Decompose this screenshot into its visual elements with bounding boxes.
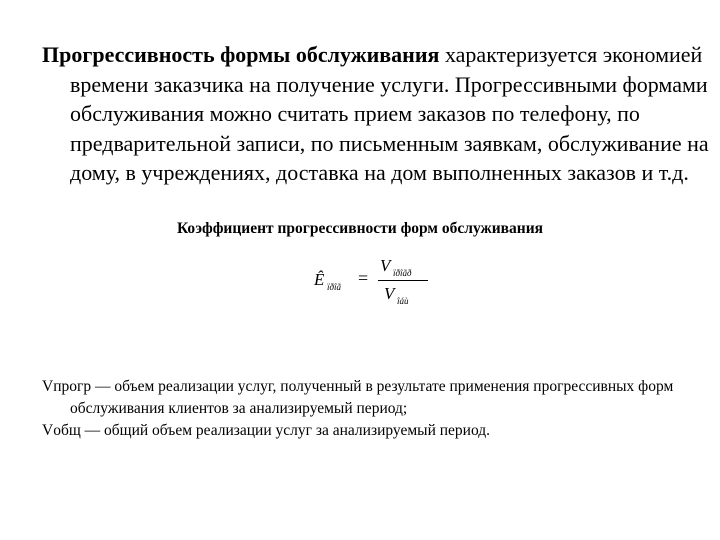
intro-text: характеризуется экономией времени заказчика на получение услуги. Прогрессивными формами обслуживания можно считать прием заказов по телефону, по предварительной записи, по письменным заявкам, обслуживание на дому, в учреждениях, доставка на дом выполненных заказов и т.д. <box>70 42 709 186</box>
formula-lhs-subscript: ïðîã <box>327 282 342 292</box>
coefficient-formula <box>310 258 430 308</box>
formula-numerator-subscript: ïðîãð <box>393 268 412 278</box>
formula-denominator-subscript: îáù <box>397 296 409 306</box>
formula-lhs: Ê <box>314 270 325 289</box>
definition-v-obsh: Vобщ — общий объем реализации услуг за анализируемый период. <box>42 422 491 439</box>
fraction-bar <box>378 280 428 281</box>
formula-numerator: V <box>380 256 391 275</box>
definition-v-progr: Vпрогр — объем реализации услуг, полученный в результате применения прогрессивных форм обслуживания клиентов за анализируемый период; <box>42 378 674 417</box>
definitions <box>42 376 682 442</box>
formula-equals: = <box>358 268 369 288</box>
formula-denominator: V <box>384 284 395 303</box>
intro-paragraph <box>42 40 720 188</box>
formula-title: Коэффициент прогрессивности форм обслуживания <box>176 220 544 237</box>
intro-bold-lead: Прогрессивность формы обслуживания <box>42 42 440 67</box>
